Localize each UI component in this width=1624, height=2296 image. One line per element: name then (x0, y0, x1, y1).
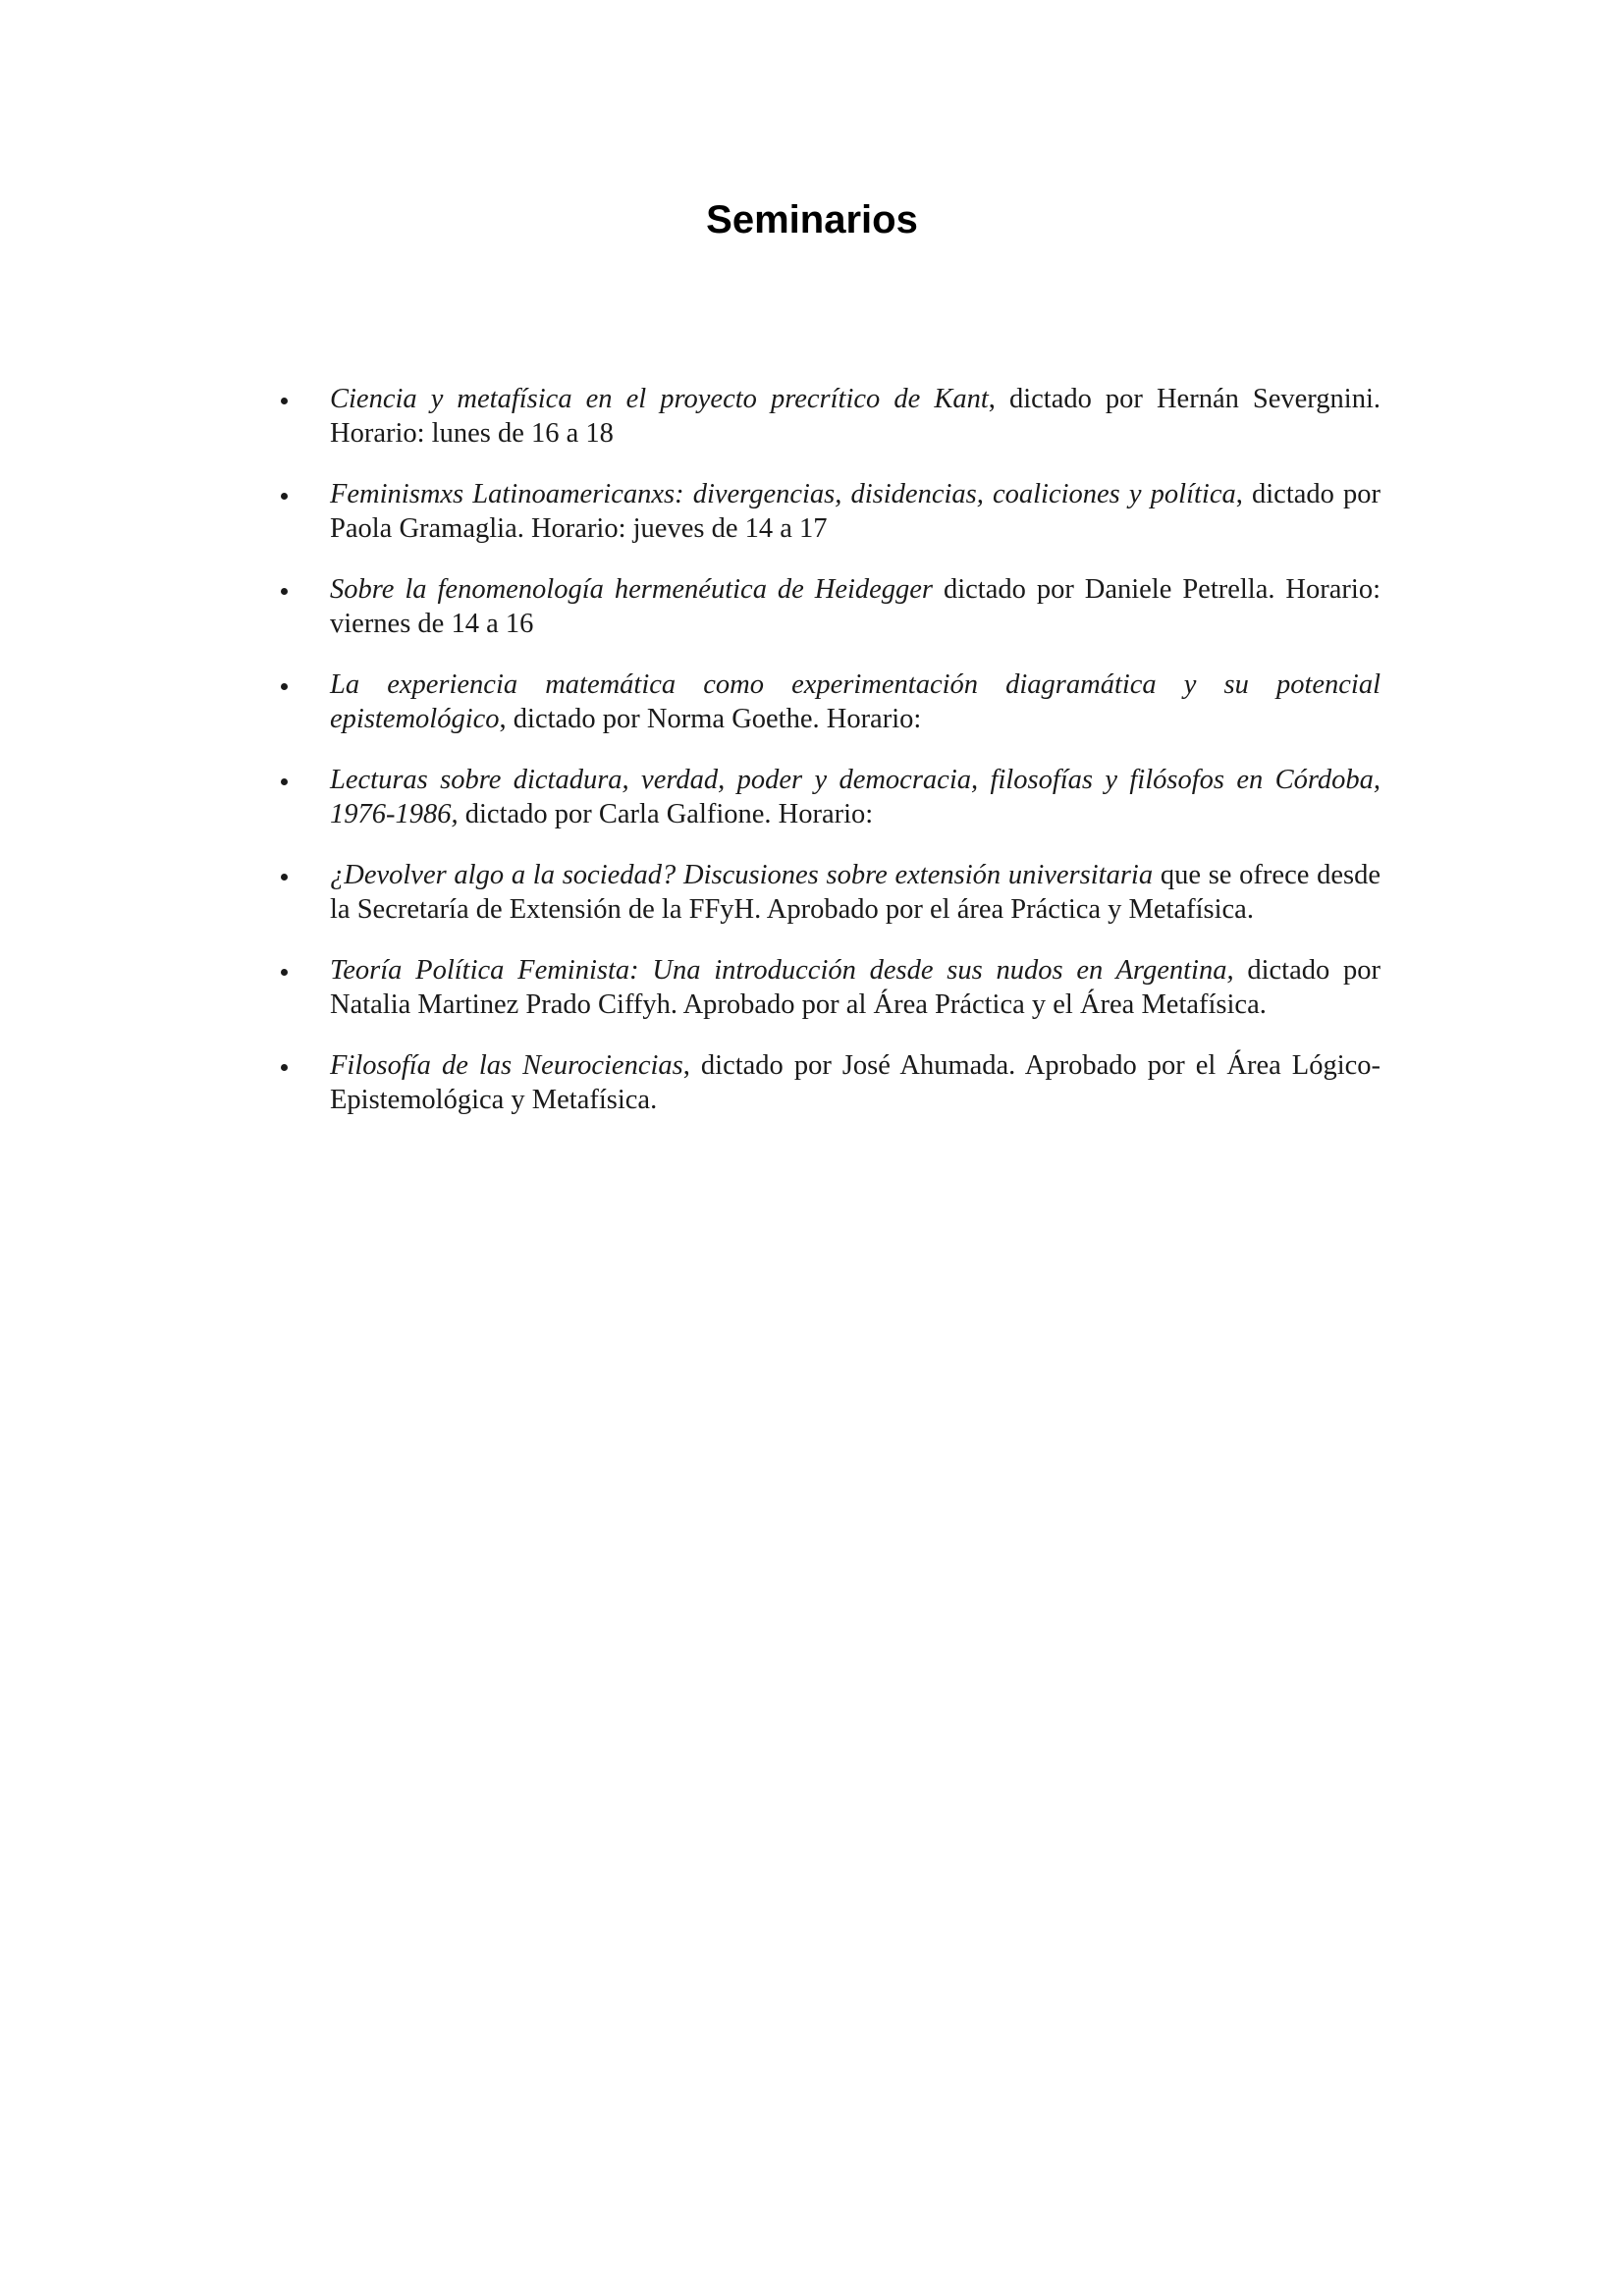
seminar-details: dictado por Natalia Martinez Prado Ciffyh. Aprobado por al Área Práctica y el Área Metafísica. (330, 955, 1380, 1020)
seminar-details: , dictado por Paola Gramaglia. Horario: jueves de 14 a 17 (330, 479, 1380, 544)
bullet-icon (281, 588, 288, 595)
seminar-details: , dictado por Hernán Severgnini. Horario: lunes de 16 a 18 (330, 384, 1380, 449)
seminar-item (281, 1049, 1380, 1117)
seminar-details: que se ofrece desde la Secretaría de Extensión de la FFyH. Aprobado por el área Práctica y Metafísica. (330, 860, 1380, 925)
seminar-title: Teoría Política Feminista: Una introducción desde sus nudos en Argentina, (330, 955, 1234, 986)
seminar-title: Feminismxs Latinoamericanxs: divergencias, disidencias, coaliciones y política (330, 479, 1236, 509)
seminar-details: dictado por Carla Galfione. Horario: (458, 798, 874, 829)
seminar-details: dictado por Daniele Petrella. Horario: viernes de 14 a 16 (330, 574, 1380, 639)
bullet-icon (281, 493, 288, 500)
seminar-item (281, 383, 1380, 451)
seminar-item (281, 954, 1380, 1022)
seminar-title: Lecturas sobre dictadura, verdad, poder y democracia, filosofías y filósofos en Córdoba, 1976-1986, (330, 765, 1380, 829)
seminar-title: Sobre la fenomenología hermenéutica de Heidegger (330, 574, 934, 605)
seminar-item (281, 573, 1380, 641)
bullet-icon (281, 874, 288, 881)
bullet-icon (281, 778, 288, 785)
seminar-title: Filosofía de las Neurociencias (330, 1050, 683, 1081)
seminar-list (281, 383, 1380, 1145)
page-title: Seminarios (706, 198, 918, 241)
bullet-icon (281, 683, 288, 690)
seminar-details: , dictado por José Ahumada. Aprobado por el Área Lógico-Epistemológica y Metafísica. (330, 1050, 1381, 1115)
seminar-title: ¿Devolver algo a la sociedad? Discusiones sobre extensión universitaria (330, 860, 1154, 890)
seminar-item (281, 859, 1380, 927)
bullet-icon (281, 1064, 288, 1071)
seminar-item (281, 764, 1380, 831)
seminar-item (281, 668, 1380, 736)
seminar-title: Ciencia y metafísica en el proyecto precrítico de Kant (330, 384, 989, 414)
bullet-icon (281, 969, 288, 976)
seminar-details: , dictado por Norma Goethe. Horario: (499, 703, 922, 734)
seminar-title: La experiencia matemática como experimentación diagramática y su potencial epistemológico (330, 669, 1380, 734)
bullet-icon (281, 398, 288, 404)
seminar-item (281, 478, 1380, 546)
